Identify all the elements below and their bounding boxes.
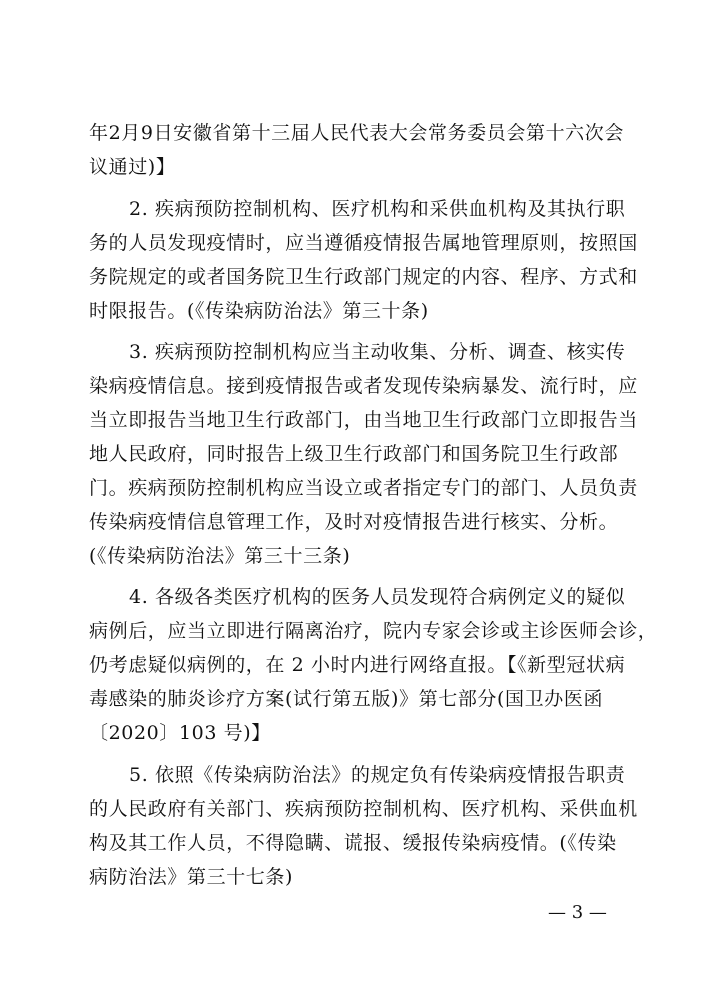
text-line: 地人民政府，同时报告上级卫生行政部门和国务院卫生行政部 bbox=[89, 443, 619, 465]
text-line: 5. 依照《传染病防治法》的规定负有传染病疫情报告职责 bbox=[129, 764, 626, 786]
text-line: 时限报告。(《传染病防治法》第三十条) bbox=[89, 300, 429, 322]
text-line: 4. 各级各类医疗机构的医务人员发现符合病例定义的疑似 bbox=[129, 586, 626, 608]
text-line: 门。疾病预防控制机构应当设立或者指定专门的部门、人员负责 bbox=[89, 477, 638, 499]
text-line: 3. 疾病预防控制机构应当主动收集、分析、调查、核实传 bbox=[129, 341, 626, 363]
text-line: 病例后，应当立即进行隔离治疗，院内专家会诊或主诊医师会诊， bbox=[89, 620, 658, 642]
text-line: 当立即报告当地卫生行政部门，由当地卫生行政部门立即报告当 bbox=[89, 409, 638, 431]
text-line: 仍考虑疑似病例的，在 2 小时内进行网络直报。【《新型冠状病 bbox=[89, 654, 626, 676]
text-line: 〔2020〕103 号)】 bbox=[89, 722, 271, 744]
text-line: 传染病疫情信息管理工作，及时对疫情报告进行核实、分析。 bbox=[89, 511, 619, 533]
text-line: 染病疫情信息。接到疫情报告或者发现传染病暴发、流行时，应 bbox=[89, 375, 638, 397]
text-line: 病防治法》第三十七条) bbox=[89, 866, 294, 888]
text-line: 构及其工作人员，不得隐瞒、谎报、缓报传染病疫情。(《传染 bbox=[89, 832, 617, 854]
text-line: 务的人员发现疫情时，应当遵循疫情报告属地管理原则，按照国 bbox=[89, 232, 638, 254]
text-line: 毒感染的肺炎诊疗方案(试行第五版)》第七部分(国卫办医函 bbox=[89, 688, 604, 710]
page-number: — 3 — bbox=[548, 902, 607, 923]
text-line: 的人民政府有关部门、疾病预防控制机构、医疗机构、采供血机 bbox=[89, 798, 638, 820]
text-line: (《传染病防治法》第三十三条) bbox=[89, 545, 351, 567]
text-line: 年2月9日安徽省第十三届人民代表大会常务委员会第十六次会 bbox=[89, 122, 624, 144]
text-line: 2. 疾病预防控制机构、医疗机构和采供血机构及其执行职 bbox=[129, 198, 626, 220]
text-line: 议通过)】 bbox=[89, 156, 176, 178]
text-line: 务院规定的或者国务院卫生行政部门规定的内容、程序、方式和 bbox=[89, 266, 638, 288]
